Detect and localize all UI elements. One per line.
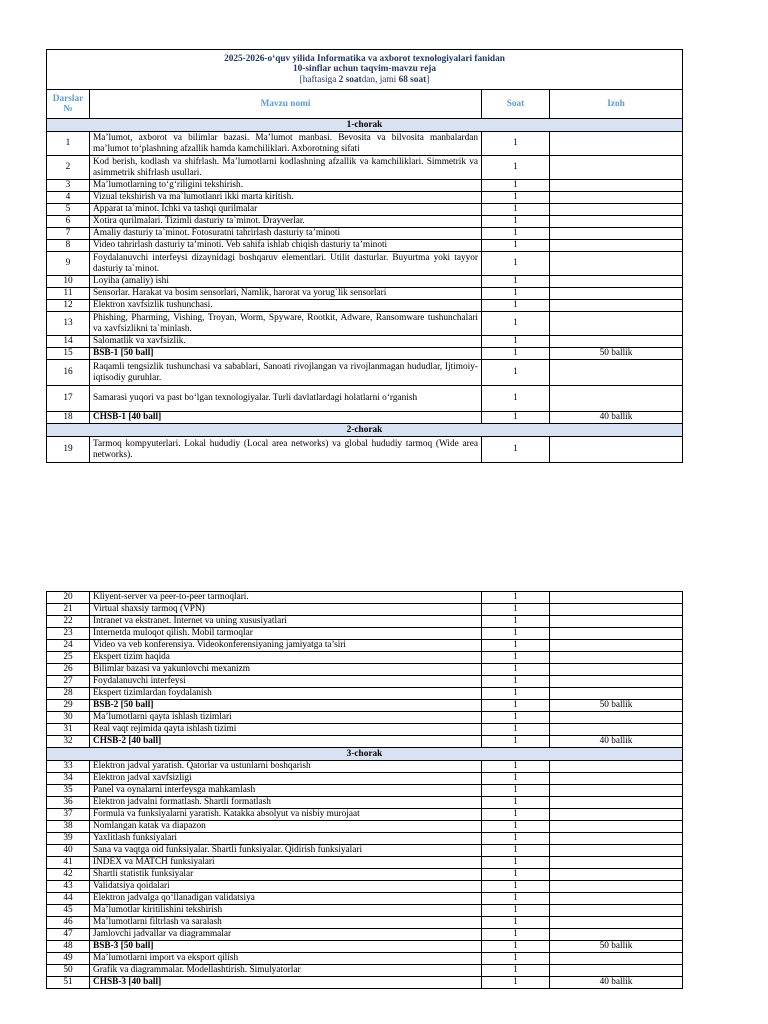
- table-row: [47, 204, 683, 216]
- lesson-number: 36: [47, 797, 90, 809]
- subtitle-mid: dan, jami: [361, 74, 399, 85]
- lesson-topic: Foydalanuvchi interfeysi: [90, 676, 482, 688]
- lesson-number: 19: [47, 437, 90, 463]
- lesson-number: 42: [47, 869, 90, 881]
- lesson-number: 37: [47, 809, 90, 821]
- document-title: [47, 50, 683, 90]
- lesson-hours: 1: [482, 845, 550, 857]
- lesson-note: [550, 640, 683, 652]
- lesson-topic: Ma’lumotlarni filtrlash va saralash: [90, 917, 482, 929]
- table-row: [47, 905, 683, 917]
- lesson-number: 21: [47, 604, 90, 616]
- lesson-number: 3: [47, 180, 90, 192]
- lesson-topic: Kod berish, kodlash va shifrlash. Ma’lumotlarni kodlashning afzallik va kamchiliklari. Simmetrik va asimmetrik shifrlash usullari.: [90, 156, 482, 180]
- lesson-topic: Amaliy dasturiy ta`minot. Fotosuratni tahrirlash dasturiy ta’minoti: [90, 228, 482, 240]
- table-row: [47, 348, 683, 360]
- table-row: [47, 412, 683, 424]
- lesson-number: 31: [47, 724, 90, 736]
- lesson-number: 47: [47, 929, 90, 941]
- lesson-number: 50: [47, 965, 90, 977]
- table-row: [47, 300, 683, 312]
- table-row: [47, 965, 683, 977]
- lesson-number: 39: [47, 833, 90, 845]
- lesson-note: [550, 785, 683, 797]
- lesson-hours: 1: [482, 204, 550, 216]
- table-row: [47, 336, 683, 348]
- lesson-hours: 1: [482, 917, 550, 929]
- subtitle-total-hours: 68 soat: [398, 74, 427, 85]
- lesson-hours: 1: [482, 616, 550, 628]
- lesson-note: [550, 132, 683, 156]
- table-row: [47, 736, 683, 748]
- lesson-note: [550, 773, 683, 785]
- table-row: [47, 437, 683, 463]
- table-row: [47, 664, 683, 676]
- lesson-plan-table-page2: [46, 591, 683, 989]
- lesson-hours: 1: [482, 156, 550, 180]
- lesson-topic: Ma’lumot, axborot va bilimlar bazasi. Ma’lumot manbasi. Bevosita va bilvosita manbalardan ma’lumot to‘plashning afzallik hamda kamchiliklari. Axborotning sifati: [90, 132, 482, 156]
- lesson-topic: Virtual shaxsiy tarmoq (VPN): [90, 604, 482, 616]
- table-row: [47, 857, 683, 869]
- lesson-hours: 1: [482, 809, 550, 821]
- lesson-hours: 1: [482, 180, 550, 192]
- lesson-number: 24: [47, 640, 90, 652]
- table-row: [47, 180, 683, 192]
- lesson-topic: BSB-1 [50 ball]: [90, 348, 482, 360]
- lesson-topic: Ma’lumotlarni qayta ishlash tizimlari: [90, 712, 482, 724]
- lesson-topic: BSB-3 [50 ball]: [90, 941, 482, 953]
- lesson-number: 2: [47, 156, 90, 180]
- lesson-topic: Internetda muloqot qilish. Mobil tarmoqlar: [90, 628, 482, 640]
- lesson-hours: 1: [482, 688, 550, 700]
- lesson-hours: 1: [482, 288, 550, 300]
- lesson-topic: Elektron jadvalga qo‘llanadigan validatsiya: [90, 893, 482, 905]
- lesson-note: [550, 386, 683, 412]
- lesson-number: 10: [47, 276, 90, 288]
- subtitle-weekly-hours: 2 soat: [338, 74, 362, 85]
- lesson-number: 20: [47, 592, 90, 604]
- table-row: [47, 724, 683, 736]
- lesson-note: [550, 857, 683, 869]
- lesson-topic: Grafik va diagrammalar. Modellashtirish. Simulyatorlar: [90, 965, 482, 977]
- lesson-hours: 1: [482, 412, 550, 424]
- lesson-topic: Yaxlitlash funksiyalari: [90, 833, 482, 845]
- lesson-hours: 1: [482, 252, 550, 276]
- lesson-note: [550, 156, 683, 180]
- quarter-label: 1-chorak: [47, 119, 683, 132]
- table-row: [47, 216, 683, 228]
- lesson-topic: CHSB-1 [40 ball]: [90, 412, 482, 424]
- lesson-topic: Elektron jadvalni formatlash. Shartli formatlash: [90, 797, 482, 809]
- table-title-row: [47, 50, 683, 90]
- table-row: [47, 917, 683, 929]
- lesson-note: 50 ballik: [550, 941, 683, 953]
- lesson-plan-table-page1: [46, 49, 683, 463]
- lesson-number: 12: [47, 300, 90, 312]
- lesson-hours: 1: [482, 300, 550, 312]
- lesson-note: [550, 676, 683, 688]
- lesson-hours: 1: [482, 724, 550, 736]
- lesson-number: 51: [47, 977, 90, 989]
- lesson-hours: 1: [482, 240, 550, 252]
- lesson-note: 40 ballik: [550, 977, 683, 989]
- header-hours: Soat: [482, 90, 550, 119]
- lesson-number: 48: [47, 941, 90, 953]
- title-subtitle: [50, 75, 679, 86]
- lesson-hours: 1: [482, 833, 550, 845]
- lesson-topic: Elektron jadval xavfsizligi: [90, 773, 482, 785]
- lesson-number: 45: [47, 905, 90, 917]
- lesson-hours: 1: [482, 965, 550, 977]
- lesson-note: [550, 809, 683, 821]
- table-row: [47, 785, 683, 797]
- lesson-hours: 1: [482, 360, 550, 386]
- lesson-note: [550, 192, 683, 204]
- lesson-topic: Salomatlik va xavfsizlik.: [90, 336, 482, 348]
- table-row: [47, 821, 683, 833]
- lesson-note: [550, 180, 683, 192]
- lesson-note: [550, 240, 683, 252]
- lesson-note: [550, 592, 683, 604]
- lesson-number: 4: [47, 192, 90, 204]
- table-row: [47, 240, 683, 252]
- lesson-note: [550, 869, 683, 881]
- lesson-number: 11: [47, 288, 90, 300]
- lesson-hours: 1: [482, 941, 550, 953]
- lesson-topic: Tarmoq kompyuterlari. Lokal hududiy (Local area networks) va global hududiy tarmoq (Wide area networks).: [90, 437, 482, 463]
- lesson-number: 13: [47, 312, 90, 336]
- lesson-topic: Jamlovchi jadvallar va diagrammalar: [90, 929, 482, 941]
- table-row: [47, 845, 683, 857]
- lesson-hours: 1: [482, 276, 550, 288]
- lesson-note: [550, 821, 683, 833]
- lesson-note: [550, 216, 683, 228]
- lesson-number: 9: [47, 252, 90, 276]
- lesson-number: 26: [47, 664, 90, 676]
- lesson-number: 6: [47, 216, 90, 228]
- lesson-hours: 1: [482, 736, 550, 748]
- lesson-topic: Xotira qurilmalari. Tizimli dasturiy ta`minot. Drayverlar.: [90, 216, 482, 228]
- lesson-hours: 1: [482, 676, 550, 688]
- table-row: [47, 869, 683, 881]
- lesson-note: [550, 652, 683, 664]
- lesson-hours: 1: [482, 821, 550, 833]
- lesson-hours: 1: [482, 216, 550, 228]
- lesson-topic: Apparat ta`minot. Ichki va tashqi qurilmalar: [90, 204, 482, 216]
- lesson-hours: 1: [482, 437, 550, 463]
- table-row: [47, 386, 683, 412]
- lesson-note: [550, 893, 683, 905]
- table-row: [47, 761, 683, 773]
- lesson-topic: Real vaqt rejimida qayta ishlash tizimi: [90, 724, 482, 736]
- lesson-note: [550, 437, 683, 463]
- lesson-topic: Loyiha (amaliy) ishi: [90, 276, 482, 288]
- lesson-hours: 1: [482, 592, 550, 604]
- lesson-topic: Formula va funksiyalarni yaratish. Katakka absolyut va nisbiy murojaat: [90, 809, 482, 821]
- lesson-hours: 1: [482, 228, 550, 240]
- table-row: [47, 977, 683, 989]
- table-row: [47, 252, 683, 276]
- lesson-note: [550, 252, 683, 276]
- lesson-hours: 1: [482, 640, 550, 652]
- lesson-number: 38: [47, 821, 90, 833]
- lesson-topic: Ma’lumotlar kiritilishini tekshirish: [90, 905, 482, 917]
- lesson-topic: Samarasi yuqori va past bo‘lgan texnologiyalar. Turli davlatlardagi holatlarni o‘rganish: [90, 386, 482, 412]
- lesson-topic: Video va veb konferensiya. Videokonferensiyaning jamiyatga ta’siri: [90, 640, 482, 652]
- lesson-number: 46: [47, 917, 90, 929]
- lesson-number: 18: [47, 412, 90, 424]
- lesson-note: [550, 288, 683, 300]
- header-lesson-number: [47, 90, 90, 119]
- lesson-number: 35: [47, 785, 90, 797]
- lesson-note: [550, 833, 683, 845]
- lesson-note: [550, 724, 683, 736]
- header-note: Izoh: [550, 90, 683, 119]
- lesson-hours: 1: [482, 881, 550, 893]
- lesson-note: [550, 228, 683, 240]
- table-row: [47, 676, 683, 688]
- lesson-note: [550, 276, 683, 288]
- lesson-note: [550, 797, 683, 809]
- lesson-topic: Sana va vaqtga oid funksiyalar. Shartli funksiyalar. Qidirish funksiyalari: [90, 845, 482, 857]
- lesson-note: [550, 761, 683, 773]
- table-row: [47, 628, 683, 640]
- lesson-hours: 1: [482, 604, 550, 616]
- table-row: [47, 700, 683, 712]
- lesson-number: 30: [47, 712, 90, 724]
- lesson-note: [550, 688, 683, 700]
- table-row: [47, 893, 683, 905]
- table-row: [47, 652, 683, 664]
- lesson-note: [550, 953, 683, 965]
- lesson-number: 17: [47, 386, 90, 412]
- lesson-topic: Vizual tekshirish va ma`lumotlanri ikki marta kiritish.: [90, 192, 482, 204]
- lesson-hours: 1: [482, 929, 550, 941]
- lesson-note: [550, 628, 683, 640]
- lesson-note: [550, 604, 683, 616]
- table-row: [47, 276, 683, 288]
- table-row: [47, 953, 683, 965]
- lesson-hours: 1: [482, 785, 550, 797]
- lesson-note: 50 ballik: [550, 700, 683, 712]
- lesson-number: 1: [47, 132, 90, 156]
- lesson-topic: Phishing, Pharming, Vishing, Troyan, Worm, Spyware, Rootkit, Adware, Ransomware tushunchalari va xavfsizlikni ta`minlash.: [90, 312, 482, 336]
- lesson-topic: Bilimlar bazasi va yakunlovchi mexanizm: [90, 664, 482, 676]
- lesson-number: 22: [47, 616, 90, 628]
- lesson-topic: CHSB-2 [40 ball]: [90, 736, 482, 748]
- lesson-topic: Ekspert tizim haqida: [90, 652, 482, 664]
- table-row: [47, 640, 683, 652]
- lesson-number: 7: [47, 228, 90, 240]
- table-row: [47, 192, 683, 204]
- lesson-topic: Sensorlar. Harakat va bosim sensorlari, Namlik, harorat va yorug`lik sensorlari: [90, 288, 482, 300]
- lesson-hours: 1: [482, 192, 550, 204]
- table-row: [47, 288, 683, 300]
- lesson-topic: INDEX va MATCH funksiyalari: [90, 857, 482, 869]
- lesson-note: [550, 336, 683, 348]
- lesson-note: 40 ballik: [550, 412, 683, 424]
- quarter-header-row: [47, 748, 683, 761]
- lesson-topic: Kliyent-server va peer-to-peer tarmoqlari.: [90, 592, 482, 604]
- table-row: [47, 833, 683, 845]
- lesson-hours: 1: [482, 652, 550, 664]
- lesson-hours: 1: [482, 336, 550, 348]
- lesson-number: 28: [47, 688, 90, 700]
- lesson-note: 50 ballik: [550, 348, 683, 360]
- lesson-number: 33: [47, 761, 90, 773]
- header-topic: Mavzu nomi: [90, 90, 482, 119]
- lesson-note: [550, 616, 683, 628]
- lesson-topic: Ma’lumotlarning to‘g‘riligini tekshirish.: [90, 180, 482, 192]
- quarter-label: 3-chorak: [47, 748, 683, 761]
- table-row: [47, 228, 683, 240]
- lesson-hours: 1: [482, 700, 550, 712]
- lesson-note: [550, 664, 683, 676]
- lesson-hours: 1: [482, 857, 550, 869]
- table-row: [47, 592, 683, 604]
- lesson-note: [550, 204, 683, 216]
- table-row: [47, 132, 683, 156]
- lesson-topic: Ma’lumotlarni import va eksport qilish: [90, 953, 482, 965]
- lesson-number: 34: [47, 773, 90, 785]
- quarter-header-row: [47, 424, 683, 437]
- title-line-1: 2025-2026-o‘quv yilida Informatika va axborot texnologiyalari fanidan: [224, 53, 505, 64]
- lesson-topic: Nomlangan katak va diapazon: [90, 821, 482, 833]
- lesson-hours: 1: [482, 312, 550, 336]
- lesson-number: 27: [47, 676, 90, 688]
- lesson-note: 40 ballik: [550, 736, 683, 748]
- lesson-number: 29: [47, 700, 90, 712]
- lesson-note: [550, 917, 683, 929]
- lesson-hours: 1: [482, 761, 550, 773]
- lesson-hours: 1: [482, 664, 550, 676]
- lesson-number: 15: [47, 348, 90, 360]
- table-row: [47, 881, 683, 893]
- lesson-number: 41: [47, 857, 90, 869]
- lesson-hours: 1: [482, 953, 550, 965]
- lesson-number: 44: [47, 893, 90, 905]
- table-row: [47, 941, 683, 953]
- table-header-row: [47, 90, 683, 119]
- lesson-note: [550, 905, 683, 917]
- lesson-number: 25: [47, 652, 90, 664]
- lesson-note: [550, 712, 683, 724]
- lesson-topic: Panel va oynalarni interfeysga mahkamlash: [90, 785, 482, 797]
- lesson-hours: 1: [482, 132, 550, 156]
- lesson-number: 16: [47, 360, 90, 386]
- table-row: [47, 360, 683, 386]
- table-row: [47, 688, 683, 700]
- lesson-topic: BSB-2 [50 ball]: [90, 700, 482, 712]
- table-row: [47, 712, 683, 724]
- lesson-topic: Raqamli tengsizlik tushunchasi va sabablari, Sanoati rivojlangan va rivojlanmagan hududlar, Ijtimoiy-iqtisodiy guruhlar.: [90, 360, 482, 386]
- lesson-hours: 1: [482, 977, 550, 989]
- table-row: [47, 156, 683, 180]
- lesson-number: 14: [47, 336, 90, 348]
- lesson-note: [550, 312, 683, 336]
- lesson-topic: Validatsiya qoidalari: [90, 881, 482, 893]
- lesson-topic: Elektron jadval yaratish. Qatorlar va ustunlarni boshqarish: [90, 761, 482, 773]
- table-row: [47, 797, 683, 809]
- table-row: [47, 604, 683, 616]
- quarter-label: 2-chorak: [47, 424, 683, 437]
- lesson-number: 49: [47, 953, 90, 965]
- lesson-number: 5: [47, 204, 90, 216]
- lesson-number: 40: [47, 845, 90, 857]
- lesson-topic: Shartli statistik funksiyalar: [90, 869, 482, 881]
- table-row: [47, 312, 683, 336]
- lesson-hours: 1: [482, 348, 550, 360]
- lesson-note: [550, 360, 683, 386]
- lesson-note: [550, 965, 683, 977]
- lesson-topic: Elektron xavfsizlik tushunchasi.: [90, 300, 482, 312]
- table-row: [47, 809, 683, 821]
- lesson-hours: 1: [482, 773, 550, 785]
- header-num-text: Darslar №: [52, 93, 84, 114]
- lesson-hours: 1: [482, 386, 550, 412]
- lesson-topic: CHSB-3 [40 ball]: [90, 977, 482, 989]
- lesson-topic: Foydalanuvchi interfeysi dizaynidagi boshqaruv elementlari. Utilit dasturlar. Buyurtma yoki tayyor dasturiy ta`minot.: [90, 252, 482, 276]
- lesson-number: 32: [47, 736, 90, 748]
- lesson-number: 23: [47, 628, 90, 640]
- lesson-hours: 1: [482, 869, 550, 881]
- lesson-topic: Intranet va ekstranet. Internet va uning xususiyatlari: [90, 616, 482, 628]
- lesson-hours: 1: [482, 712, 550, 724]
- lesson-note: [550, 929, 683, 941]
- lesson-hours: 1: [482, 628, 550, 640]
- lesson-hours: 1: [482, 905, 550, 917]
- table-row: [47, 929, 683, 941]
- subtitle-pre: [haftasiga: [299, 74, 339, 85]
- lesson-hours: 1: [482, 893, 550, 905]
- table-row: [47, 616, 683, 628]
- lesson-note: [550, 845, 683, 857]
- lesson-topic: Video tahrirlash dasturiy ta’minoti. Veb sahifa ishlab chiqish dasturiy ta’minoti: [90, 240, 482, 252]
- lesson-note: [550, 300, 683, 312]
- lesson-hours: 1: [482, 797, 550, 809]
- quarter-header-row: [47, 119, 683, 132]
- table-row: [47, 773, 683, 785]
- lesson-number: 8: [47, 240, 90, 252]
- lesson-number: 43: [47, 881, 90, 893]
- subtitle-post: ]: [426, 74, 430, 85]
- lesson-note: [550, 881, 683, 893]
- lesson-topic: Ekspert tizimlardan foydalanish: [90, 688, 482, 700]
- title-line-2: 10-sinflar uchun taqvim-mavzu reja: [293, 64, 436, 75]
